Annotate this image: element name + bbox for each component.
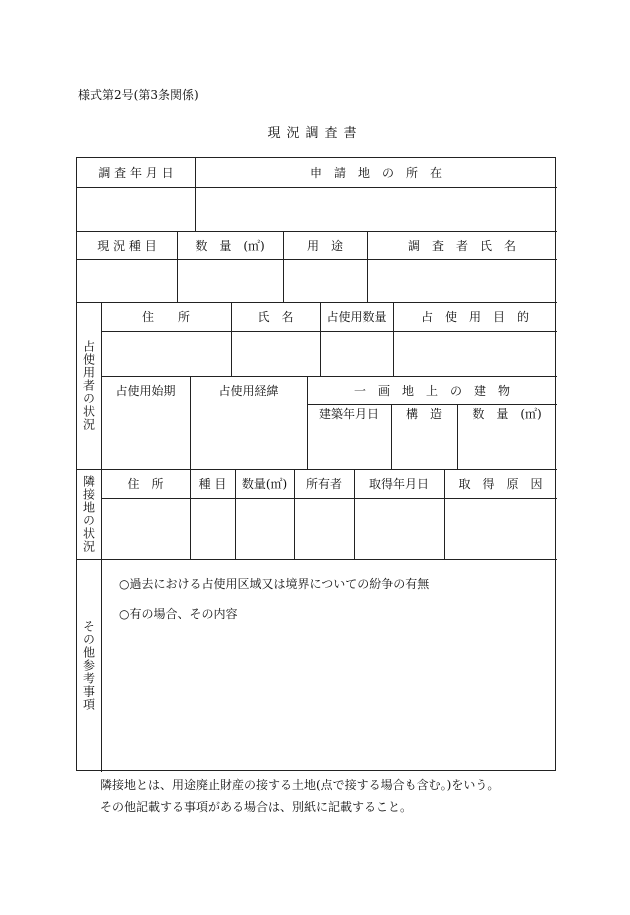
- acquired-reason-field[interactable]: [444, 498, 557, 559]
- status-type-header: 現 況 種 目: [97, 238, 157, 253]
- building-on-lot-header: 一 画 地 上 の 建 物: [353, 383, 510, 398]
- adjacent-address-header: 住 所: [127, 477, 164, 491]
- survey-form-table: [76, 157, 556, 771]
- other-section-label: その他参考事項: [81, 620, 96, 711]
- dispute-details-prompt: ○有の場合、その内容: [119, 607, 238, 621]
- adjacent-section-label: 隣接地の状況: [81, 475, 96, 553]
- surveyor-name-field[interactable]: [367, 259, 557, 302]
- occupancy-purpose-field[interactable]: [393, 331, 557, 376]
- quantity-field[interactable]: [177, 259, 283, 302]
- occupancy-history-field[interactable]: [190, 404, 307, 469]
- occupancy-start-field[interactable]: [101, 404, 190, 469]
- survey-date-header: 調 査 年 月 日: [98, 166, 174, 180]
- structure-field[interactable]: [391, 422, 457, 469]
- adjacent-quantity-header: 数量(㎡): [241, 477, 288, 491]
- acquired-date-field[interactable]: [354, 498, 444, 559]
- building-quantity-field[interactable]: [457, 422, 557, 469]
- location-header: 申 請 地 の 所 在: [309, 166, 442, 180]
- structure-header: 構 造: [405, 406, 442, 421]
- acquired-reason-header: 取 得 原 因: [458, 477, 543, 491]
- footnote-adjacent-definition: 隣接地とは、用途廃止財産の接する土地(点で接する場合も含む。)をいう。: [100, 778, 500, 792]
- usage-header: 用 途: [306, 238, 343, 253]
- usage-field[interactable]: [283, 259, 367, 302]
- occupied-quantity-header: 占使用数量: [326, 310, 387, 324]
- occupancy-purpose-header: 占 使 用 目 的: [420, 310, 529, 324]
- adjacent-address-field[interactable]: [101, 498, 190, 559]
- occupancy-start-header: 占使用始期: [115, 383, 176, 398]
- surveyor-name-header: 調 査 者 氏 名: [407, 238, 516, 253]
- occupant-name-field[interactable]: [231, 331, 320, 376]
- occupied-quantity-field[interactable]: [320, 331, 393, 376]
- adjacent-quantity-field[interactable]: [235, 498, 294, 559]
- survey-date-field[interactable]: [77, 187, 195, 231]
- adjacent-category-header: 種 目: [198, 477, 227, 491]
- location-field[interactable]: [195, 187, 557, 231]
- quantity-header: 数 量 (㎡): [195, 238, 265, 253]
- document-title: 現況調査書: [267, 126, 363, 141]
- occupant-address-field[interactable]: [101, 331, 231, 376]
- built-date-field[interactable]: [307, 422, 391, 469]
- form-code: 様式第2号(第3条関係): [78, 88, 199, 102]
- dispute-question: ○過去における占使用区域又は境界についての紛争の有無: [119, 577, 430, 591]
- occupant-address-header: 住 所: [141, 310, 190, 324]
- adjacent-category-field[interactable]: [190, 498, 235, 559]
- other-notes-field[interactable]: [101, 628, 557, 772]
- occupant-section-label: 占使用者の状況: [81, 340, 96, 431]
- footnote-separate-sheet: その他記載する事項がある場合は、別紙に記載すること。: [100, 800, 413, 814]
- status-type-field[interactable]: [77, 259, 177, 302]
- adjacent-owner-field[interactable]: [294, 498, 354, 559]
- acquired-date-header: 取得年月日: [368, 477, 429, 491]
- adjacent-owner-header: 所有者: [305, 477, 342, 491]
- occupancy-history-header: 占使用経緯: [218, 383, 279, 398]
- occupant-name-header: 氏 名: [257, 310, 294, 324]
- built-date-header: 建築年月日: [318, 406, 379, 421]
- building-quantity-header: 数 量 (㎡): [472, 406, 542, 421]
